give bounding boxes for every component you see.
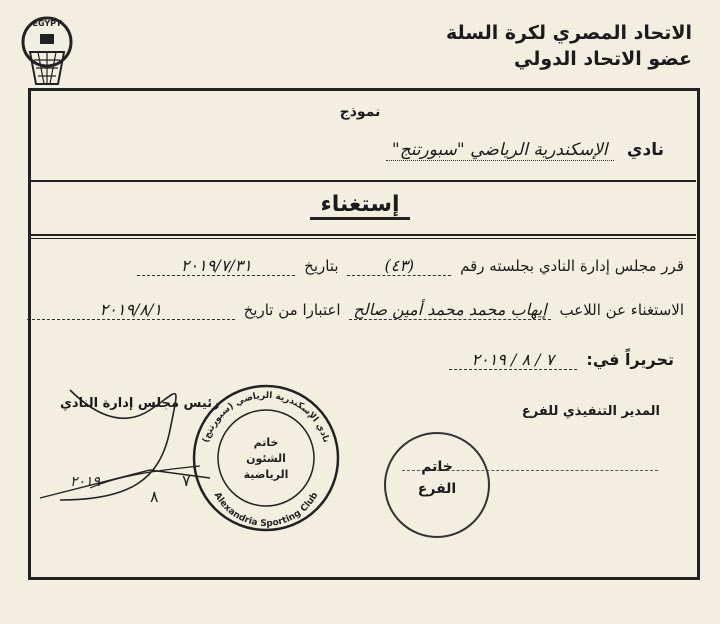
effective-date-label: اعتبارا من تاريخ	[243, 301, 341, 319]
stamp-english-ring: Alexandria Sporting Club	[211, 490, 321, 530]
club-stamp	[190, 382, 342, 534]
effective-date: ٢٠١٩/٨/١	[27, 300, 235, 320]
branch-seal	[384, 432, 490, 538]
title-top-rule	[30, 180, 696, 182]
form-title-text: إستغناء	[310, 192, 409, 220]
logo-text: EGYPT	[32, 19, 62, 28]
federation-name: الاتحاد المصري لكرة السلة	[445, 22, 692, 44]
decision-date-label: بتاريخ	[304, 257, 339, 275]
title-bottom-rule	[30, 234, 696, 236]
release-text: الاستغناء عن اللاعب	[559, 301, 684, 319]
written-date: ٧ / ٨ / ٢٠١٩	[449, 350, 577, 370]
written-label: تحريراً في:	[586, 350, 674, 369]
release-line	[23, 300, 684, 320]
stamp-inner-line-1: خاتم	[253, 436, 279, 449]
federation-member: عضو الاتحاد الدولي	[513, 48, 692, 70]
form-label: نموذج	[339, 104, 381, 120]
club-line	[44, 140, 664, 160]
written-on	[445, 350, 674, 370]
club-prefix: نادي	[626, 140, 664, 160]
stamp-arabic-ring: نادي الإسكندرية الرياضي (سبورتنج)	[201, 390, 331, 444]
stamp-inner-line-2: الشئون	[246, 452, 286, 465]
player-name: إيهاب محمد محمد أمين صالح	[349, 300, 550, 320]
signature-mark-8: ٨	[150, 487, 159, 506]
decision-date: ٢٠١٩/٧/٣١	[137, 256, 295, 276]
club-name: الإسكندرية الرياضي "سبورتنج"	[386, 140, 614, 161]
signature-year: ٢٠١٩	[70, 474, 101, 490]
branch-seal-line-2: الفرع	[417, 481, 457, 497]
title-bottom-rule-thin	[30, 238, 696, 239]
signature-mark-7: ٧	[182, 471, 191, 490]
decision-line	[133, 256, 684, 276]
form-title	[0, 192, 720, 217]
stamp-inner-line-3: الرياضية	[243, 468, 289, 481]
exec-director-label: المدير التنفيذي للفرع	[521, 404, 660, 419]
decision-text: قرر مجلس إدارة النادي بجلسته رقم	[460, 257, 684, 275]
svg-text:Alexandria Sporting Club	[212, 490, 321, 529]
branch-seal-line-1: خاتم	[421, 459, 453, 475]
federation-logo	[18, 12, 76, 92]
chairman-label: رئيس مجلس إدارة النادي	[60, 396, 220, 411]
session-number: (٤٣)	[347, 256, 451, 276]
